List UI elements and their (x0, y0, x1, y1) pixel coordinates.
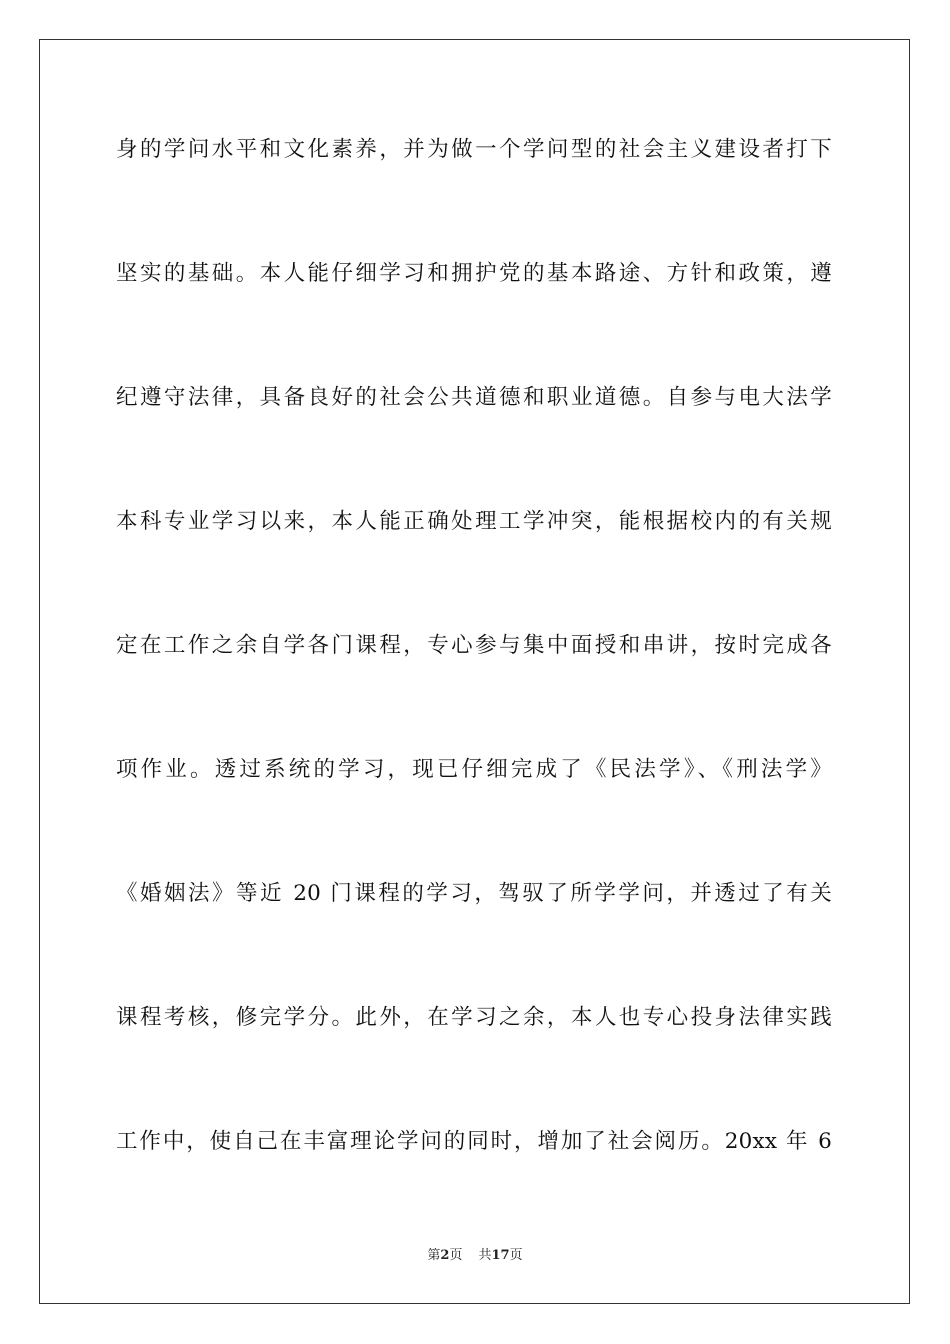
page-number: 2 (440, 1248, 450, 1263)
text-line-9: 工作中，使自己在丰富理论学问的同时，增加了社会阅历。20xx 年 6 (116, 1129, 832, 1154)
text-line-2: 坚实的基础。本人能仔细学习和拥护党的基本路途、方针和政策，遵 (116, 261, 832, 286)
text-line-1: 身的学问水平和文化素养，并为做一个学问型的社会主义建设者打下 (116, 137, 832, 162)
total-pages: 17 (491, 1248, 510, 1263)
text-line-7: 《婚姻法》等近 20 门课程的学习，驾驭了所学学问，并透过了有关 (116, 881, 832, 906)
text-line-6: 项作业。透过系统的学习，现已仔细完成了《民法学》、《刑法学》 (116, 757, 832, 782)
text-line-5: 定在工作之余自学各门课程，专心参与集中面授和串讲，按时完成各 (116, 633, 832, 658)
total-suffix: 页 (509, 1248, 523, 1263)
body-text (116, 124, 832, 1240)
text-line-8: 课程考核，修完学分。此外，在学习之余，本人也专心投身法律实践 (116, 1005, 832, 1030)
page-suffix: 页 (449, 1248, 463, 1263)
page-footer (0, 1244, 950, 1263)
total-prefix: 共 (478, 1248, 492, 1263)
page-prefix: 第 (427, 1248, 441, 1263)
text-line-3: 纪遵守法律，具备良好的社会公共道德和职业道德。自参与电大法学 (116, 385, 832, 410)
text-line-4: 本科专业学习以来，本人能正确处理工学冲突，能根据校内的有关规 (116, 509, 832, 534)
